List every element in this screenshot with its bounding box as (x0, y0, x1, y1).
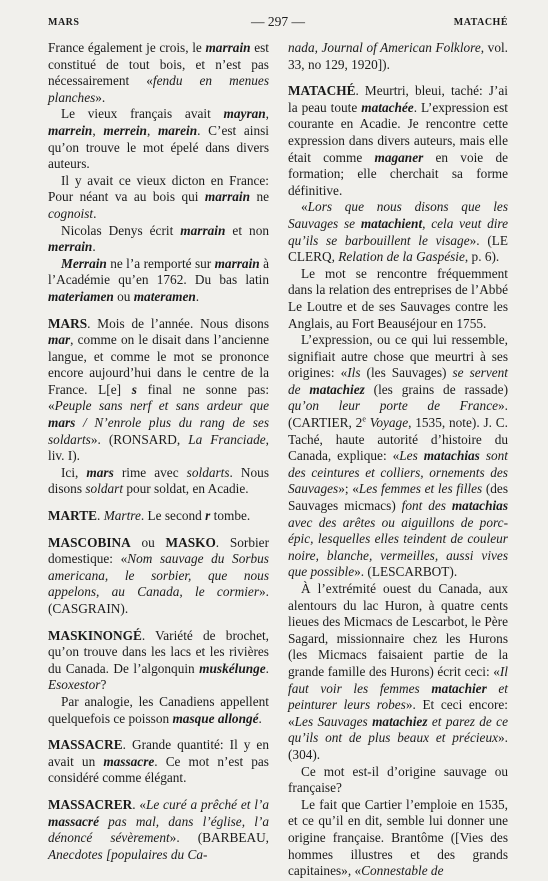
text-run: (les grains de rassade) (364, 381, 509, 397)
text-run: ». (RONSARD, (90, 431, 189, 447)
text-run: . Le second (140, 508, 206, 524)
text-run: . (97, 508, 104, 524)
text-run: pour soldat, en Acadie. (123, 481, 249, 497)
emphasized-term: matachée (361, 99, 414, 115)
emphasized-term: marrain (205, 40, 251, 55)
header-right-word: MATACHÉ (453, 17, 508, 28)
emphasized-term: muskélunge (199, 660, 266, 676)
emphasized-term: s (131, 381, 137, 397)
emphasized-term: matachier (431, 680, 487, 696)
text-run: ? (100, 677, 107, 693)
paragraph (288, 40, 508, 73)
text-run: , (265, 106, 269, 122)
text-run: / N’enrole plus du rang de ses soldarts (48, 415, 269, 447)
text-run: . (93, 205, 97, 221)
text-run: France également je crois, le (48, 40, 206, 55)
text-run: rime avec (113, 464, 187, 480)
text-run: ». (BARBEAU, (169, 830, 269, 846)
text-run: en voie de formation; elle cherchait sa forme définitive. (288, 149, 508, 198)
text-run: (les Sauvages) (360, 365, 453, 381)
emphasized-term: marein (157, 122, 198, 138)
text-run: nada, Journal of American Folklore (288, 40, 481, 55)
text-run: »; « (338, 481, 359, 497)
text-run: final ne sonne pas: « (48, 381, 270, 414)
paragraph (288, 266, 508, 332)
text-run: . Sorbier domestique: « (48, 534, 269, 567)
text-run: ou (113, 288, 134, 304)
paragraph (288, 581, 508, 764)
text-run: L’expression, ou ce qui lui ressemble, signifiait autre chose que meurtri à ses origines: « (288, 332, 508, 381)
text-run: . L’expression est courante en Acadie. Je rencontre cette expression dans divers auteurs, mais elle était comme (288, 99, 508, 165)
text-run: . Grande quantité: Il y en avait un (48, 737, 269, 769)
emphasized-term: massacré (48, 813, 99, 829)
text-run: soldart (85, 481, 124, 497)
text-run: . Mois de l’année. Nous disons (87, 315, 269, 331)
emphasized-term: mayran (223, 106, 266, 122)
paragraph (48, 173, 269, 223)
text-run: et non (225, 222, 269, 238)
dictionary-entry (48, 535, 269, 618)
text-run: ». (95, 89, 106, 105)
text-run: Il faut voir les femmes (288, 663, 508, 696)
text-run: tombe. (210, 508, 251, 524)
text-run: Il y avait ce vieux dicton en France: Pour néant va au bois qui (48, 172, 269, 205)
text-run: , (92, 122, 104, 138)
text-run: ». (CARTIER, 2 (288, 398, 508, 431)
text-run: Les femmes et les filles (358, 481, 483, 497)
dictionary-entry (48, 628, 269, 694)
headword: MARS (48, 315, 88, 331)
emphasized-term: massacre (103, 753, 155, 769)
running-header (48, 15, 508, 31)
text-run: fendu en menues planches (48, 73, 269, 105)
text-run: (des Sauvages micmacs) (288, 481, 508, 514)
left-column (48, 40, 269, 863)
text-run: est constitué de tout bois, et n’est pas nécessairement « (48, 40, 269, 89)
text-run: , vol. 33, no 129, 1920]). (288, 40, 509, 72)
emphasized-term: merrain (48, 239, 93, 255)
text-run: , p. 6). (464, 249, 500, 265)
emphasized-term: materamen (133, 288, 196, 304)
headword: MASSACRER (48, 796, 133, 812)
text-run: . (258, 710, 262, 726)
text-run: Le fait que Cartier l’emploie en 1535, et ce qu’il en dit, semble lui donner une origine française. Brantôme ([Vies des hommes illustres et des grands capitaines (288, 796, 508, 879)
paragraph (48, 465, 269, 498)
paragraph (48, 223, 269, 256)
text-run: », « (341, 863, 362, 879)
text-run: ne l’a remporté sur (106, 255, 215, 271)
text-run: ». (CASGRAIN). (48, 584, 269, 616)
text-run: pas mal, dans l’église, l’a dénoncé sévèrement (48, 813, 269, 846)
text-run: ». (LE CLERQ, (288, 232, 508, 265)
emphasized-term: marrain (204, 189, 250, 205)
emphasized-term: marrain (180, 222, 226, 238)
text-run: sont des ceintures et colliers, ornements des Sauvages (288, 448, 508, 497)
emphasized-term: materiamen (48, 288, 114, 304)
emphasized-term: r (205, 508, 211, 524)
dictionary-entry (48, 508, 269, 525)
text-run: Martre (103, 508, 141, 524)
text-run: Les Sauvages (294, 713, 373, 729)
text-run: . Meurtri, bleui, taché: J’ai la peau toute (288, 83, 508, 115)
text-run: Le curé a prêché et l’a (145, 796, 269, 812)
text-run: . (265, 660, 269, 676)
headword: MATACHÉ (288, 83, 356, 99)
text-run: et peinturer leurs robes (288, 680, 508, 713)
text-run: qu’on leur porte de France (288, 398, 499, 414)
text-run: Connestable de (361, 863, 444, 879)
paragraph (48, 106, 269, 172)
emphasized-term: matachiez (372, 713, 428, 729)
text-run: . « (132, 796, 146, 812)
text-run: et parez de ce qu’ils ont de plus beaux et précieux (288, 713, 508, 746)
header-left-word: MARS (48, 17, 80, 28)
dictionary-entry (48, 737, 269, 787)
text-run: , (146, 122, 158, 138)
emphasized-term: mar (48, 332, 71, 348)
headword: MASCOBINA (48, 534, 131, 550)
text-run: se servent de (288, 365, 508, 397)
dictionary-entry (288, 83, 508, 199)
emphasized-term: mars (48, 415, 76, 431)
emphasized-term: matachias (423, 448, 480, 464)
text-run: Nicolas Denys écrit (61, 222, 181, 238)
emphasized-term: masque allongé (172, 710, 259, 726)
text-run: Ici, (61, 464, 87, 480)
text-run: Relation de la Gaspésie (338, 249, 465, 265)
dictionary-entry (48, 316, 269, 465)
emphasized-term: matachiez (309, 381, 365, 397)
dictionary-entry (48, 797, 269, 863)
emphasized-term: merrein (103, 122, 147, 138)
emphasized-term: matachias (451, 498, 508, 514)
text-run: Les (399, 448, 424, 464)
text-run: Anecdotes [populaires du Ca- (48, 846, 208, 862)
text-run: Nom sauvage du Sorbus americana, le sorbier, que nous appelons, au Canada, le cormier (48, 551, 269, 600)
text-run: Le vieux français avait (61, 106, 224, 122)
page-number: — 297 — (251, 14, 305, 29)
text-run: . Ce mot n’est pas considéré comme élégant. (48, 753, 269, 786)
text-run: Peuple sans nerf et sans ardeur que (54, 398, 269, 414)
paragraph (48, 694, 269, 727)
text-run: , comme on le disait dans l’ancienne langue, et comme le mot se prononce encore aujourd’hui dans le centre de la France. L[e] (48, 332, 269, 397)
text-run: avec des arêtes ou aiguillons de porc-épic, lesquelles elles teindent de couleur noire, blanche, vermeilles, aussi vives que possible (288, 514, 508, 580)
text-run: ». Et ceci encore: « (288, 697, 508, 729)
text-run: . (195, 288, 200, 304)
emphasized-term: marrain (214, 255, 260, 271)
right-column (288, 40, 508, 880)
text-run: cognoist (48, 205, 94, 221)
headword: MASKO (165, 534, 216, 550)
text-run: ne (250, 189, 270, 205)
headword: MARTE (48, 508, 98, 524)
text-run: e (362, 414, 366, 424)
text-run: Le mot se rencontre fréquemment dans la relation des entreprises de l’Abbé Le Loutre et de ses Sauvages contre les Anglais, au Fort Beauséjour en 1755. (288, 265, 508, 331)
text-run: Par analogie, les Canadiens appellent quelquefois ce poisson (48, 693, 269, 726)
text-run: . Nous disons (48, 464, 269, 497)
text-run: La Franciade (188, 431, 266, 447)
text-run: . (92, 239, 96, 255)
text-run: , 1535, note). J. C. Taché, haute autorité d’histoire du Canada, explique: « (288, 415, 508, 464)
text-run: Voyage (369, 415, 409, 431)
text-run: à l’Académie qu’en 1762. Du bas latin (48, 255, 269, 288)
text-run: Ils (347, 365, 361, 381)
text-run: Lors que nous disons que les Sauvages se (288, 199, 508, 231)
text-run: . C’est ainsi qu’on trouve le mot épelé dans divers auteurs. (48, 122, 270, 172)
text-run: « (301, 199, 308, 215)
text-run: font des (401, 498, 452, 514)
text-run: . Variété de brochet, qu’on trouve dans les lacs et les rivières du Canada. De l’algonquin (48, 627, 269, 676)
text-run: À l’extrémité ouest du Canada, aux alentours du lac Huron, à quatre cents lieues des Micmacs de Lescarbot, le Père Sagard, missionnaire chez les Hurons (les Micmacs faisaient partie de la grande famille des Hurons) écrit ceci: « (288, 581, 508, 679)
text-run: ». (LESCARBOT). (354, 564, 458, 580)
paragraph (288, 332, 508, 581)
paragraph (288, 199, 508, 265)
text-run: ». (304). (288, 730, 508, 762)
emphasized-term: matachient (360, 215, 423, 231)
text-run: soldarts (186, 464, 230, 480)
emphasized-term: marrein (48, 122, 93, 138)
text-run: Esoxestor (48, 677, 101, 693)
paragraph (288, 797, 508, 880)
text-run: Ce mot est-il d’origine sauvage ou française? (288, 763, 508, 796)
headword: MASKINONGÉ (48, 627, 142, 643)
paragraph (48, 40, 269, 106)
text-run: ou (130, 534, 166, 550)
text-run: , cela veut dire qu’ils se barbouillent le visage (288, 215, 508, 248)
paragraph (48, 256, 269, 306)
emphasized-term: Merrain (61, 255, 107, 271)
headword: MASSACRE (48, 737, 123, 753)
paragraph (288, 764, 508, 797)
emphasized-term: maganer (374, 149, 424, 165)
text-run: , liv. I). (48, 431, 269, 464)
emphasized-term: mars (86, 464, 114, 480)
